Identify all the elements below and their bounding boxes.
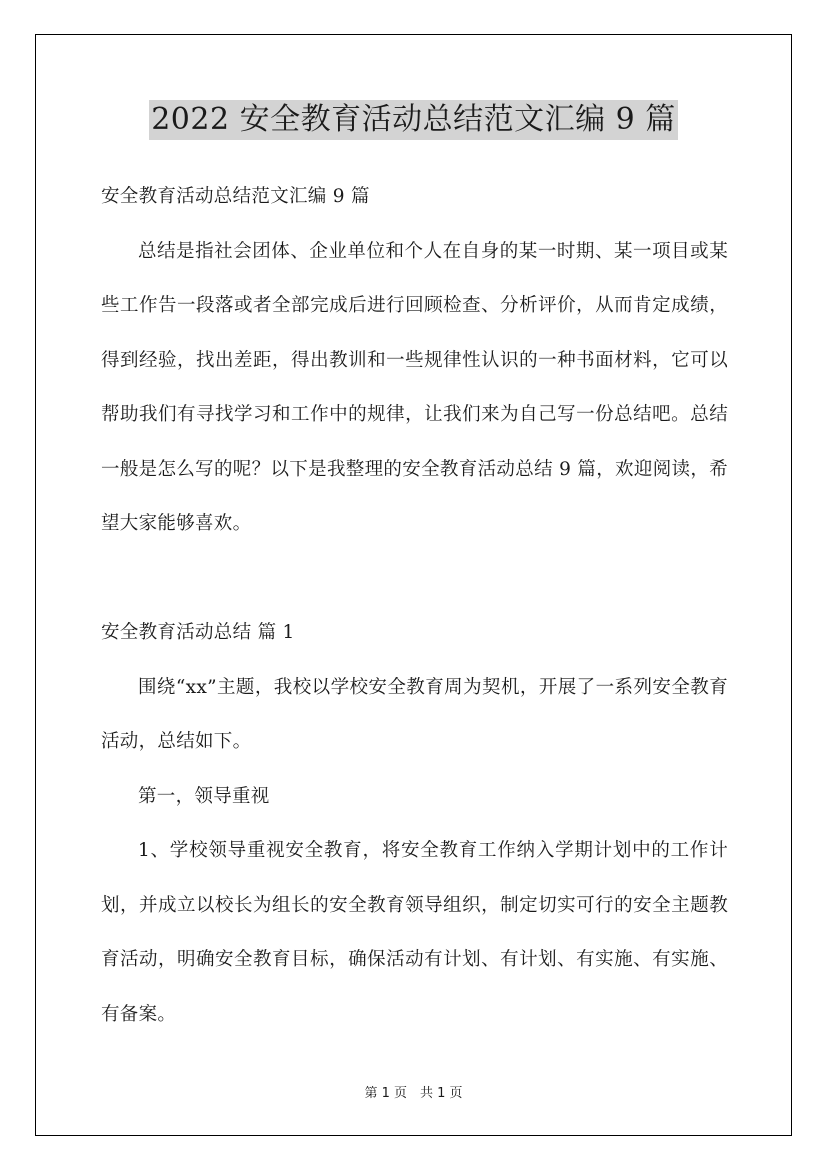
intro-paragraph: 总结是指社会团体、企业单位和个人在自身的某一时期、某一项目或某些工作告一段落或者全部完成后进行回顾检查、分析评价，从而肯定成绩，得到经验，找出差距，得出教训和一些规律性认识的一种书面材料，它可以帮助我们有寻找学习和工作中的规律，让我们来为自己写一份总结吧。总结一般是怎么写的呢？以下是我整理的安全教育活动总结 9 篇，欢迎阅读，希望大家能够喜欢。 (101, 240, 728, 534)
document-subtitle: 安全教育活动总结范文汇编 9 篇 (101, 186, 370, 207)
title-container (0, 100, 827, 140)
paragraph-spacer (101, 552, 728, 607)
point-1-paragraph: 1、学校领导重视安全教育，将安全教育工作纳入学期计划中的工作计划，并成立以校长为组长的安全教育领导组织，制定切实可行的安全主题教育活动，明确安全教育目标，确保活动有计划、有计划、有实施、有实施、有备案。 (101, 840, 728, 1025)
document-body (101, 170, 728, 1042)
document-title: 2022 安全教育活动总结范文汇编 9 篇 (149, 100, 678, 140)
point-heading: 第一，领导重视 (138, 785, 270, 807)
section-heading: 安全教育活动总结 篇 1 (101, 622, 295, 643)
page-footer: 第 1 页 共 1 页 (364, 1086, 463, 1101)
section-intro-paragraph: 围绕“xx”主题，我校以学校安全教育周为契机，开展了一系列安全教育活动，总结如下。 (101, 676, 728, 752)
